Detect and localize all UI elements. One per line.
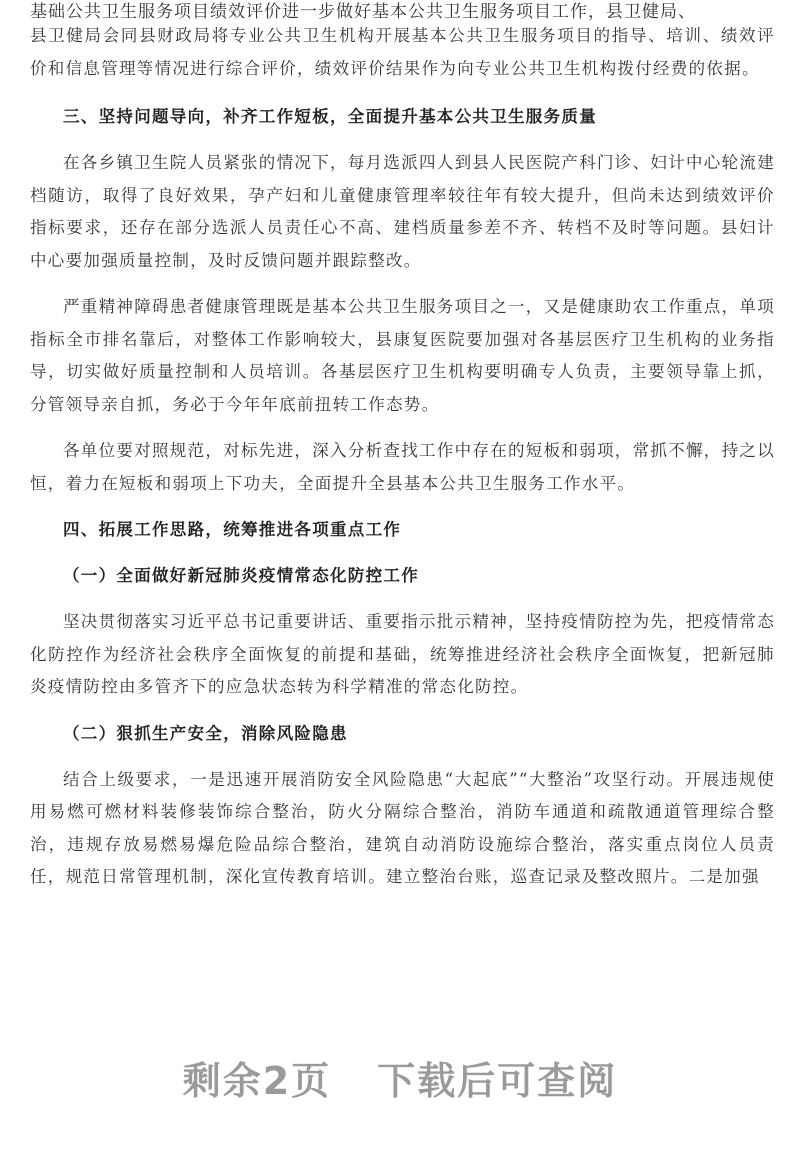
- heading-section-4: 四、拓展工作思路，统筹推进各项重点工作: [63, 520, 402, 539]
- paragraph-maternal-child: 在各乡镇卫生院人员紧张的情况下，每月选派四人到县人民医院产科门诊、妇计中心轮流建档随访，取得了良好效果，孕产妇和儿童健康管理率较往年有较大提升，但尚未达到绩效评价指标要求，还存在部分选派人员责任心不高、建档质量参差不齐、转档不及时等问题。县妇计中心要加强质量控制，及时反馈问题并跟踪整改。: [30, 153, 775, 270]
- paragraph-benchmarking: 各单位要对照规范，对标先进，深入分析查找工作中存在的短板和弱项，常抓不懈，持之以恒，着力在短板和弱项上下功夫，全面提升全县基本公共卫生服务工作水平。: [30, 441, 775, 493]
- heading-subsection-2: （二）狠抓生产安全，消除风险隐患: [63, 723, 348, 743]
- heading-section-3: 三、坚持问题导向，补齐工作短板，全面提升基本公共卫生服务质量: [63, 107, 597, 126]
- paragraph-fire-safety: 结合上级要求，一是迅速开展消防安全风险隐患“大起底”“大整治”攻坚行动。开展违规使用易燃可燃材料装修装饰综合整治，防火分隔综合整治，消防车通道和疏散通道管理综合整治，违规存放易燃易爆危险品综合整治，建筑自动消防设施综合整治，落实重点岗位人员责任，规范日常管理机制，深化宣传教育培训。建立整治台账，巡查记录及整改照片。二是加强: [30, 769, 775, 886]
- paragraph-mental-health: 严重精神障碍患者健康管理既是基本公共卫生服务项目之一，又是健康助农工作重点，单项指标全市排名靠后，对整体工作影响较大，县康复医院要加强对各基层医疗卫生机构的业务指导，切实做好质量控制和人员培训。各基层医疗卫生机构要明确专人负责，主要领导靠上抓，分管领导亲自抓，务必于今年年底前扭转工作态势。: [30, 297, 775, 414]
- cut-off-text-line: 基础公共卫生服务项目绩效评价进一步做好基本公共卫生服务项目工作，县卫健局、: [30, 2, 696, 22]
- heading-subsection-1: （一）全面做好新冠肺炎疫情常态化防控工作: [63, 566, 419, 585]
- download-to-view-label: 下载后可查阅: [377, 1059, 618, 1103]
- paragraph-evaluation: 县卫健局会同县财政局将专业公共卫生机构开展基本公共卫生服务项目的指导、培训、绩效评价和信息管理等情况进行综合评价，绩效评价结果作为向专业公共卫生机构拨付经费的依据。: [30, 26, 775, 78]
- download-prompt[interactable]: [0, 1050, 800, 1105]
- document-body: [30, 20, 775, 894]
- remaining-pages-label: 剩余2页: [182, 1059, 332, 1103]
- paragraph-covid-prevention: 坚决贯彻落实习近平总书记重要讲话、重要指示批示精神，坚持疫情防控为先，把疫情常态化防控作为经济社会秩序全面恢复的前提和基础，统筹推进经济社会秩序全面恢复，把新冠肺炎疫情防控由多管齐下的应急状态转为科学精准的常态化防控。: [30, 612, 775, 696]
